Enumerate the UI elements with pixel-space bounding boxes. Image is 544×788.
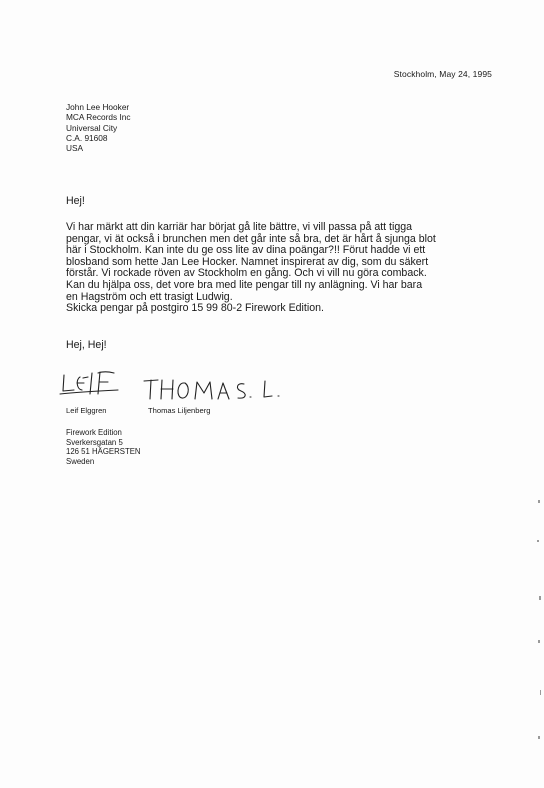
greeting: Hej! xyxy=(66,195,85,207)
recipient-address xyxy=(66,102,131,153)
sender-line: Sweden xyxy=(66,456,95,466)
recipient-line: MCA Records Inc xyxy=(66,112,131,123)
sender-line: Sverkersgatan 5 xyxy=(66,437,123,447)
sender-line: 126 51 HÄGERSTEN xyxy=(66,447,141,457)
signature-name: Leif Elggren xyxy=(66,406,107,415)
sender-address xyxy=(66,428,141,466)
body-line: Vi har märkt att din karriär har börjat gå lite bättre, vi vill passa på att tigga xyxy=(66,221,413,233)
closing: Hej, Hej! xyxy=(66,339,107,351)
handwritten-signatures xyxy=(58,367,308,409)
body-line: Skicka pengar på postgiro 15 99 80-2 Firework Edition. xyxy=(66,302,324,315)
recipient-line: John Lee Hooker xyxy=(66,102,130,112)
recipient-line: Universal City xyxy=(66,122,118,133)
recipient-line: USA xyxy=(66,143,84,154)
body-line: Kan du hjälpa oss, det vore bra med lite pengar till ny anlägning. Vi har bara xyxy=(66,278,423,291)
body-line: förstår. Vi rockade röven av Stockholm en gång. Och vi vill nu göra comback. xyxy=(66,267,427,280)
scan-edge-marks xyxy=(524,0,544,788)
body-line: här i Stockholm. Kan inte du ge oss lite av dina poängar?!! Förut hadde vi ett xyxy=(66,244,426,257)
body-line: en Hagström och ett trasigt Ludwig. xyxy=(66,290,233,303)
letter-body xyxy=(66,222,486,315)
recipient-line: C.A. 91608 xyxy=(66,132,108,143)
signature-name: Thomas Liljenberg xyxy=(148,406,211,415)
letter-date: Stockholm, May 24, 1995 xyxy=(393,69,492,79)
sender-line: Firework Edition xyxy=(66,428,122,437)
body-line: blosband som hette Jan Lee Hocker. Namnet inspirerat av dig, som du säkert xyxy=(66,255,429,268)
body-line: pengar, vi ät också i brunchen men det går inte så bra, det är hårt å sjunga blot xyxy=(66,232,436,245)
